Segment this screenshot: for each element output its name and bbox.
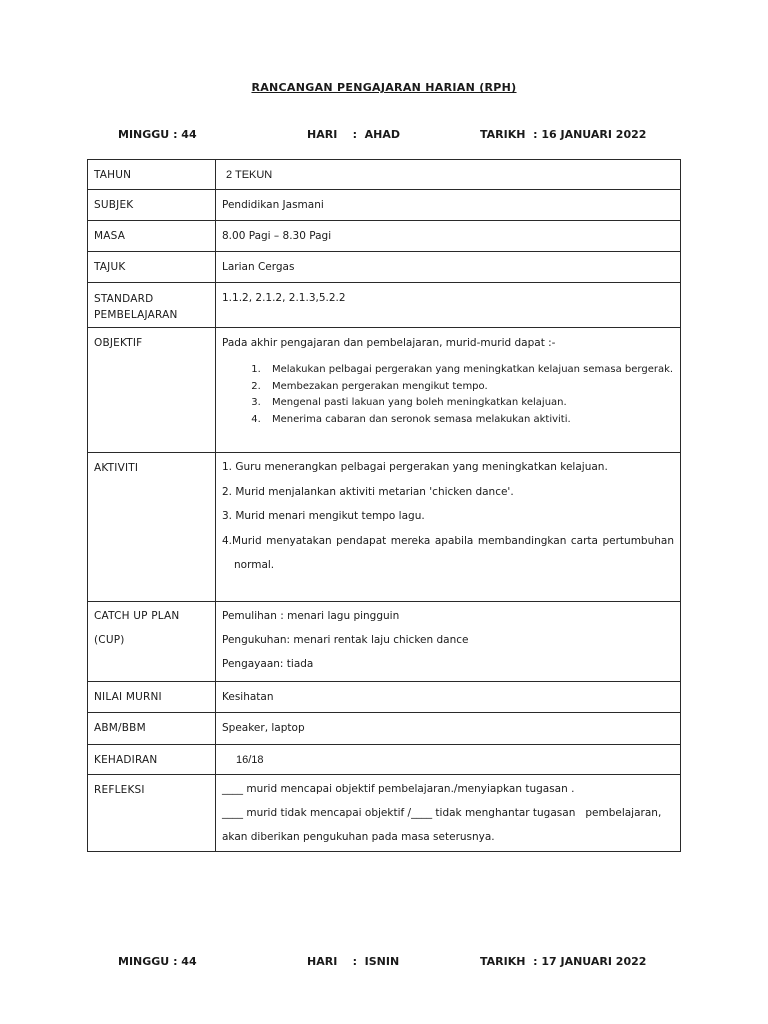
refleksi-line: akan diberikan pengukuhan pada masa seterusnya. <box>222 831 495 843</box>
tarikh-label: TARIKH : 16 JANUARI 2022 <box>480 128 647 141</box>
rph-table <box>87 159 681 852</box>
label-cup-2: (CUP) <box>94 634 125 646</box>
header-info <box>0 128 768 144</box>
value-refleksi <box>216 775 681 852</box>
hari-label: HARI : AHAD <box>307 128 401 141</box>
label-tajuk: TAJUK <box>88 252 216 283</box>
aktiviti-line: 2. Murid menjalankan aktiviti metarian 'chicken dance'. <box>222 485 514 498</box>
row-tahun <box>88 160 681 190</box>
list-item: 4. Menerima cabaran dan seronok semasa melakukan aktiviti. <box>264 412 680 429</box>
label-abm: ABM/BBM <box>88 713 216 745</box>
row-objektif <box>88 328 681 453</box>
value-standard: 1.1.2, 2.1.2, 2.1.3,5.2.2 <box>216 283 681 328</box>
row-kehadiran <box>88 745 681 775</box>
objektif-list <box>222 362 680 428</box>
aktiviti-line: 3. Murid menari mengikut tempo lagu. <box>222 510 425 522</box>
value-tahun: 2 TEKUN <box>216 160 681 190</box>
list-item: 2. Membezakan pergerakan mengikut tempo. <box>264 379 680 396</box>
label-kehadiran: KEHADIRAN <box>88 745 216 775</box>
page-title: RANCANGAN PENGAJARAN HARIAN (RPH) <box>251 81 517 94</box>
label-standard-2: PEMBELAJARAN <box>94 309 178 321</box>
cup-pengukuhan: Pengukuhan: menari rentak laju chicken dance <box>222 634 469 646</box>
label-refleksi: REFLEKSI <box>88 775 216 852</box>
label-subjek: SUBJEK <box>88 190 216 221</box>
value-abm: Speaker, laptop <box>216 713 681 745</box>
label-objektif: OBJEKTIF <box>88 328 216 453</box>
label-standard <box>88 283 216 328</box>
value-objektif <box>216 328 681 453</box>
row-cup <box>88 602 681 682</box>
value-masa: 8.00 Pagi – 8.30 Pagi <box>216 221 681 252</box>
list-item: 3. Mengenal pasti lakuan yang boleh meningkatkan kelajuan. <box>264 395 680 412</box>
label-cup <box>88 602 216 682</box>
value-subjek: Pendidikan Jasmani <box>216 190 681 221</box>
value-nilai: Kesihatan <box>216 682 681 713</box>
row-standard <box>88 283 681 328</box>
cup-pengayaan: Pengayaan: tiada <box>222 658 314 670</box>
objektif-intro: Pada akhir pengajaran dan pembelajaran, murid-murid dapat :- <box>222 337 556 349</box>
minggu-label: MINGGU : 44 <box>118 128 197 141</box>
row-refleksi <box>88 775 681 852</box>
label-cup-1: CATCH UP PLAN <box>94 610 180 622</box>
list-item: 1. Melakukan pelbagai pergerakan yang meningkatkan kelajuan semasa bergerak. <box>264 362 680 379</box>
aktiviti-line-cont: normal. <box>234 559 275 571</box>
value-cup <box>216 602 681 682</box>
refleksi-line: ____ murid mencapai objektif pembelajaran./menyiapkan tugasan . <box>222 783 575 795</box>
label-aktiviti: AKTIVITI <box>88 453 216 602</box>
label-masa: MASA <box>88 221 216 252</box>
row-nilai <box>88 682 681 713</box>
tarikh-label: TARIKH : 17 JANUARI 2022 <box>480 955 647 968</box>
aktiviti-line: 1. Guru menerangkan pelbagai pergerakan yang meningkatkan kelajuan. <box>222 461 608 473</box>
aktiviti-line: 4.Murid menyatakan pendapat mereka apabila membandingkan carta pertumbuhan <box>222 534 674 547</box>
minggu-label: MINGGU : 44 <box>118 955 197 968</box>
row-tajuk <box>88 252 681 283</box>
label-standard-1: STANDARD <box>94 293 154 305</box>
value-tajuk: Larian Cergas <box>216 252 681 283</box>
refleksi-line: ____ murid tidak mencapai objektif /____ tidak menghantar tugasan pembelajaran, <box>222 807 662 819</box>
value-kehadiran: 16/18 <box>216 745 681 775</box>
row-aktiviti <box>88 453 681 602</box>
row-subjek <box>88 190 681 221</box>
hari-label: HARI : ISNIN <box>307 955 400 968</box>
row-abm <box>88 713 681 745</box>
label-nilai: NILAI MURNI <box>88 682 216 713</box>
label-tahun: TAHUN <box>88 160 216 190</box>
row-masa <box>88 221 681 252</box>
next-header-info <box>0 955 768 971</box>
value-aktiviti <box>216 453 681 602</box>
cup-pemulihan: Pemulihan : menari lagu pingguin <box>222 610 400 622</box>
